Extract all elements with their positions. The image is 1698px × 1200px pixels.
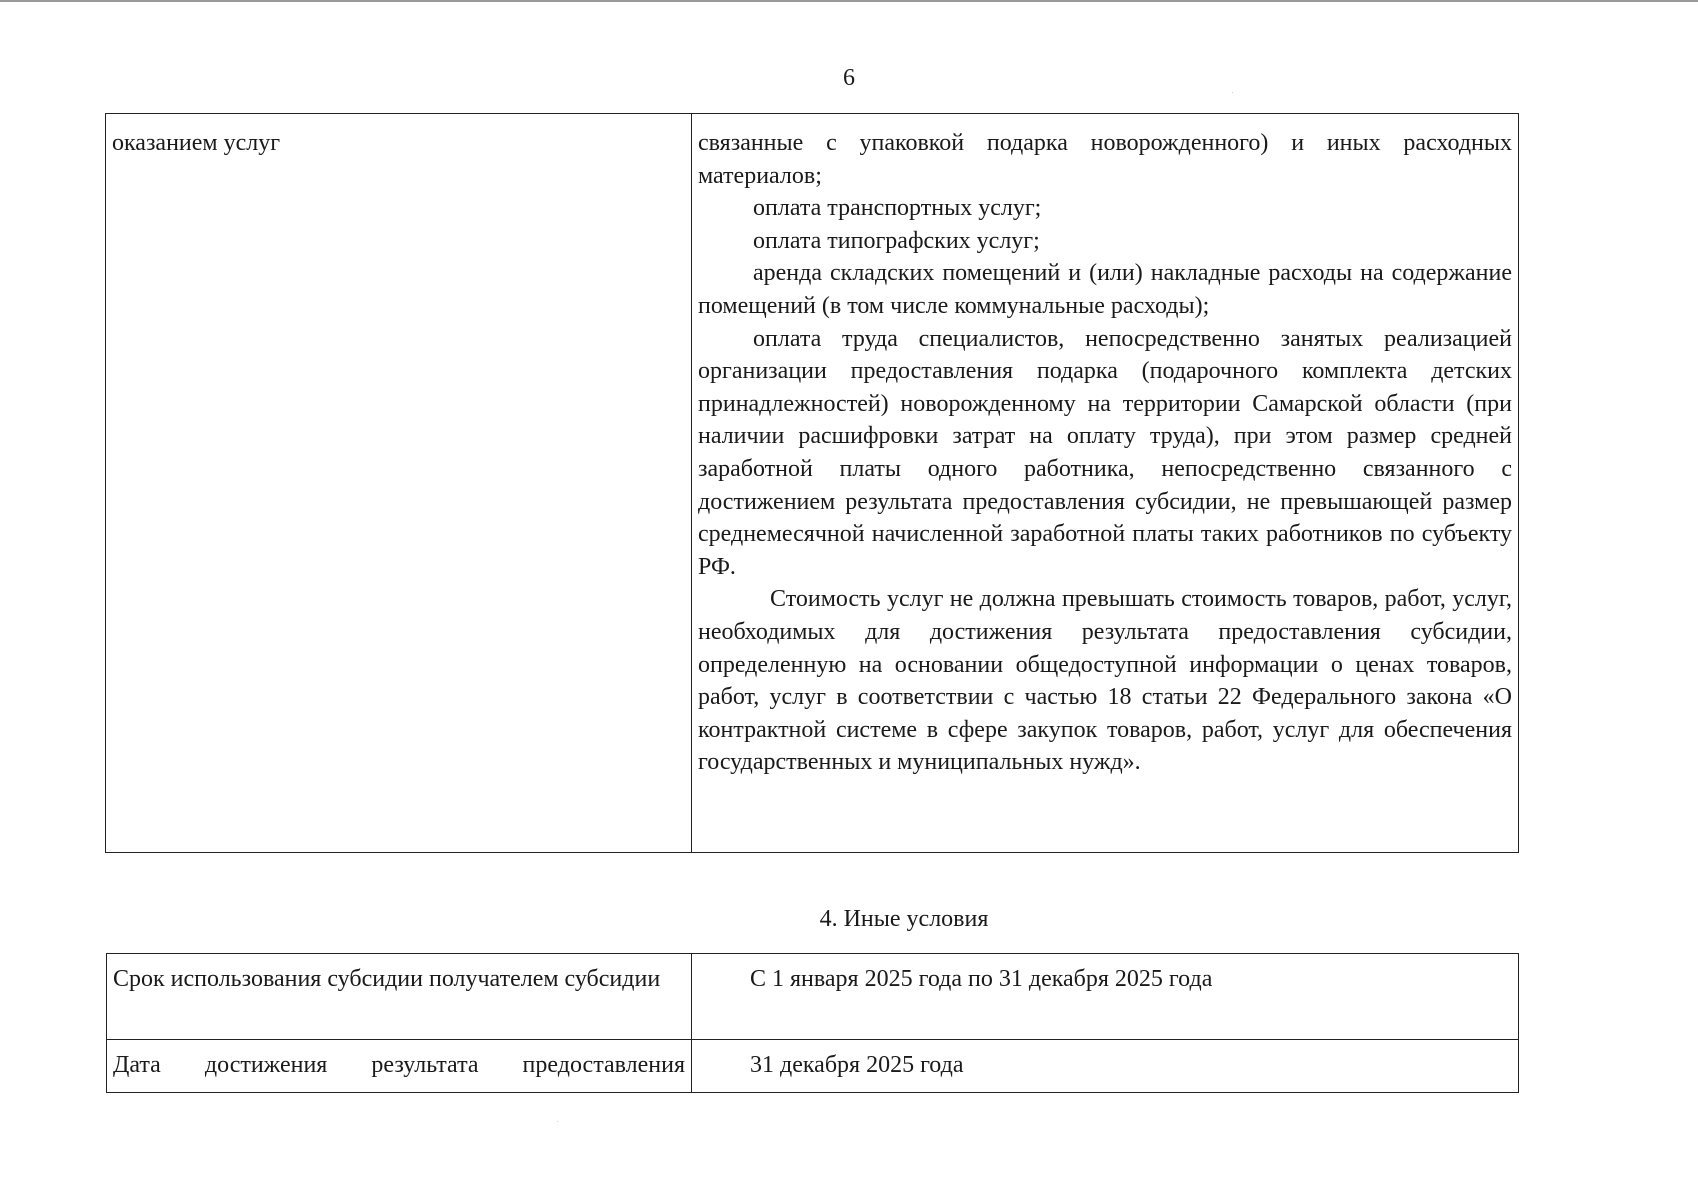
condition-label: Дата достижения результата предоставления: [107, 1040, 692, 1092]
cost-item-packaging: связанные с упаковкой подарка новорожденного) и иных расходных материалов;: [698, 130, 1512, 189]
cost-item-warehouse-rent: аренда складских помещений и (или) накладные расходы на содержание помещений (в том числе коммунальные расходы);: [698, 260, 1512, 319]
page-number: 6: [843, 65, 855, 91]
cost-item-labor: оплата труда специалистов, непосредственно занятых реализацией организации предоставления подарка (подарочного комплекта детских принадлежностей) новорожденному на территории Самарской области (при наличии расшифровки затрат на оплату труда), при этом размер средней заработной платы одного работника, непосредственно связанного с достижением результата предоставления субсидии, не превышающей размер среднемесячной начисленной заработной платы таких работников по субъекту РФ.: [698, 325, 1512, 580]
cost-item-transport: оплата транспортных услуг;: [753, 195, 1042, 222]
top-rule: [0, 0, 1698, 2]
condition-value: 31 декабря 2025 года: [750, 1052, 964, 1078]
section-heading: 4. Иные условия: [819, 906, 989, 932]
scan-speck: [1232, 92, 1233, 93]
condition-value: С 1 января 2025 года по 31 декабря 2025 года: [750, 966, 1213, 992]
cost-limit-paragraph: Стоимость услуг не должна превышать стоимость товаров, работ, услуг, необходимых для достижения результата предоставления субсидии, определенную на основании общедоступной информации о ценах товаров, работ, услуг в соответствии с частью 18 статьи 22 Федерального закона «О контрактной системе в сфере закупок товаров, работ, услуг для обеспечения государственных и муниципальных нужд».: [698, 586, 1512, 776]
cost-item-printing: оплата типографских услуг;: [753, 227, 1040, 254]
table-row: [107, 954, 1518, 1039]
condition-label: Срок использования субсидии получателем субсидии: [107, 954, 692, 1039]
other-conditions-table: [106, 953, 1519, 1093]
table-row: [107, 1039, 1518, 1092]
costs-table: [105, 113, 1519, 853]
scan-speck: [557, 1121, 558, 1122]
costs-table-right-cell: [692, 114, 1518, 852]
costs-table-left-cell: оказанием услуг: [106, 114, 692, 852]
